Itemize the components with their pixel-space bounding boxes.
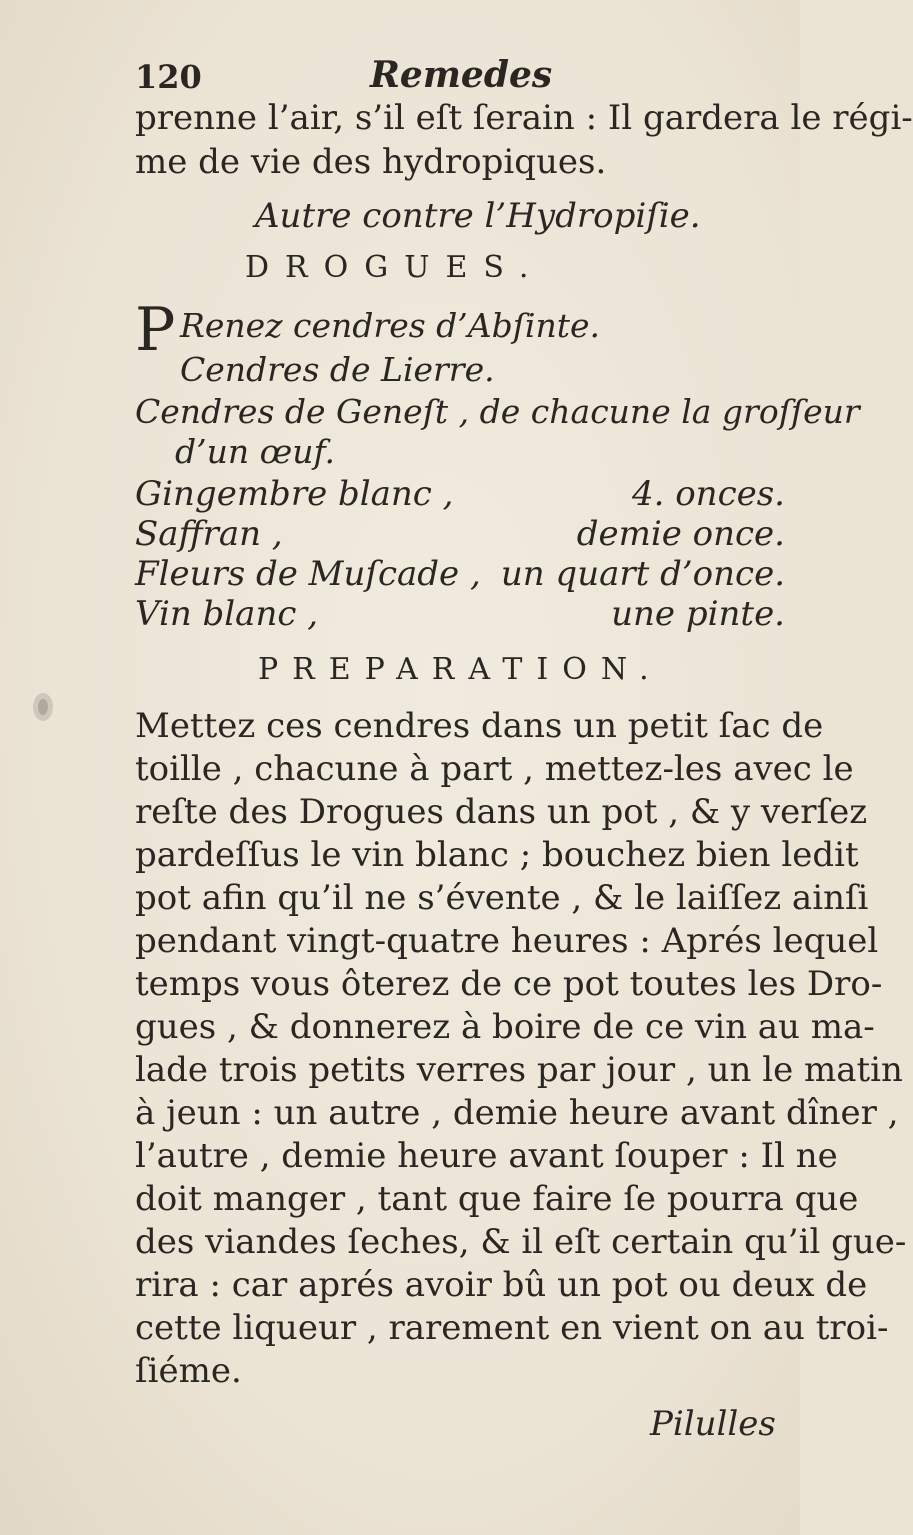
page-number: 120 xyxy=(135,58,202,96)
preparation-line: à jeun : un autre , demie heure avant dîner , xyxy=(135,1093,899,1133)
drop-cap: P xyxy=(135,295,176,365)
ingredient-quantity: un quart d’once. xyxy=(500,554,785,594)
measured-ingredient-row xyxy=(135,594,785,634)
recipe-title: Autre contre l’Hydropiſie. xyxy=(255,196,701,236)
running-title: Remedes xyxy=(370,54,553,96)
preparation-line: l’autre , demie heure avant ſouper : Il ne xyxy=(135,1136,838,1176)
ingredient-name: Fleurs de Muſcade , xyxy=(135,554,481,594)
ingredient-line-4: d’un œuf. xyxy=(175,432,336,471)
ink-blot-icon xyxy=(30,690,56,724)
preparation-line: gues , & donnerez à boire de ce vin au ma- xyxy=(135,1007,875,1047)
measured-ingredient-row xyxy=(135,554,785,594)
ingredient-name: Saffran , xyxy=(135,514,283,554)
preparation-line: pendant vingt-quatre heures : Aprés lequel xyxy=(135,921,879,961)
preparation-line: ſiéme. xyxy=(135,1351,242,1391)
ingredient-quantity: demie once. xyxy=(576,514,785,554)
preparation-line: toille , chacune à part , mettez-les avec le xyxy=(135,749,854,789)
ingredient-line-1: Renez cendres d’Abſinte. xyxy=(180,306,601,345)
intro-line-2: me de vie des hydropiques. xyxy=(135,142,607,182)
ingredient-name: Vin blanc , xyxy=(135,594,318,634)
preparation-line: temps vous ôterez de ce pot toutes les Dro- xyxy=(135,964,883,1004)
preparation-line: des viandes ſeches, & il eſt certain qu’il gue- xyxy=(135,1222,907,1262)
measured-ingredient-row xyxy=(135,474,785,514)
ingredient-quantity: 4. onces. xyxy=(631,474,785,514)
preparation-line: lade trois petits verres par jour , un le matin xyxy=(135,1050,903,1090)
measured-ingredient-row xyxy=(135,514,785,554)
preparation-line: doit manger , tant que faire ſe pourra que xyxy=(135,1179,859,1219)
drogues-heading: DROGUES. xyxy=(245,250,545,285)
preparation-line: reſte des Drogues dans un pot , & y verſez xyxy=(135,792,868,832)
preparation-line: pardeſſus le vin blanc ; bouchez bien ledit xyxy=(135,835,859,875)
ingredient-name: Gingembre blanc , xyxy=(135,474,454,514)
ingredient-line-2: Cendres de Lierre. xyxy=(180,350,495,389)
catchword: Pilulles xyxy=(650,1404,776,1444)
ingredient-line-3: Cendres de Geneſt , de chacune la groſſeur xyxy=(135,392,860,431)
intro-line-1: prenne l’air, s’il eſt ſerain : Il gardera le régi- xyxy=(135,98,913,138)
preparation-line: Mettez ces cendres dans un petit ſac de xyxy=(135,706,824,746)
preparation-line: rira : car aprés avoir bû un pot ou deux de xyxy=(135,1265,868,1305)
ingredient-quantity: une pinte. xyxy=(611,594,785,634)
preparation-line: pot afin qu’il ne s’évente , & le laiſſez ainſi xyxy=(135,878,869,918)
preparation-line: cette liqueur , rarement en vient on au troi- xyxy=(135,1308,889,1348)
preparation-heading: PREPARATION. xyxy=(258,652,663,687)
